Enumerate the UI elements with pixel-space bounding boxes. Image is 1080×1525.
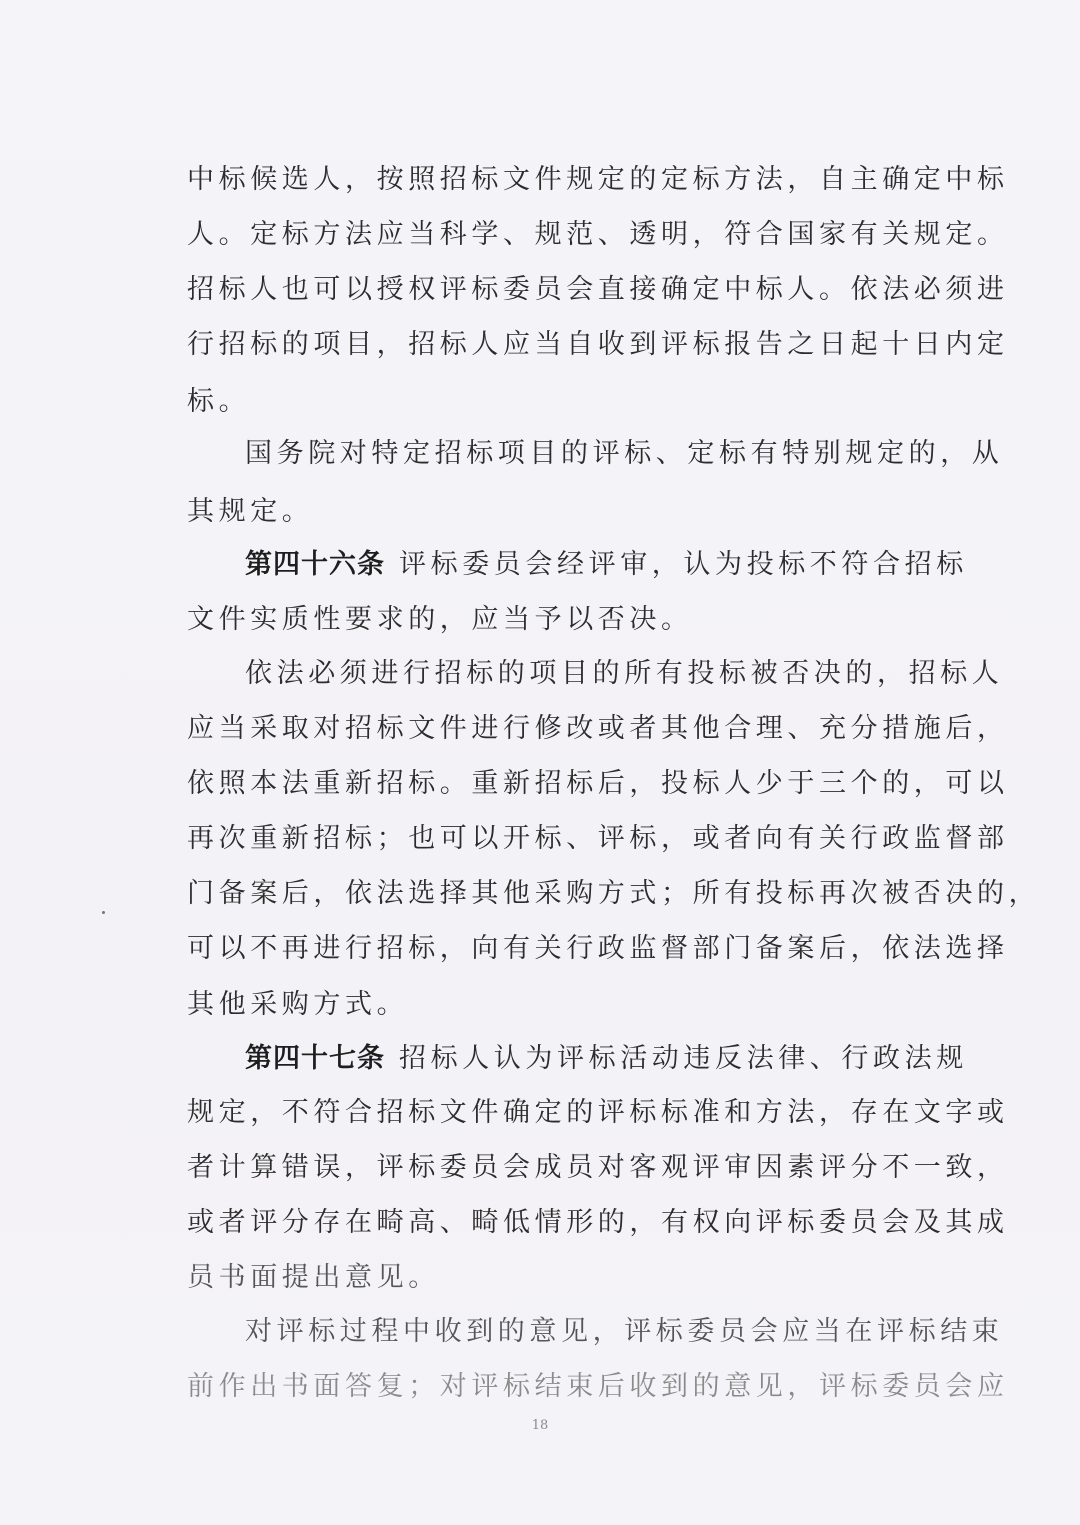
text-line: 可以不再进行招标，向有关行政监督部门备案后，依法选择: [187, 933, 1009, 964]
text-line: 者计算错误，评标委员会成员对客观评审因素评分不一致，: [187, 1152, 1009, 1183]
text-line: 标。: [187, 386, 251, 417]
text-line: 员书面提出意见。: [187, 1262, 440, 1293]
paragraph-first-line: 对评标过程中收到的意见，评标委员会应当在评标结束: [245, 1316, 1004, 1347]
text-line: 其规定。: [187, 496, 314, 527]
article-46-text: 评标委员会经评审，认为投标不符合招标: [399, 549, 968, 580]
text-line: 招标人也可以授权评标委员会直接确定中标人。依法必须进: [187, 274, 1009, 305]
text-line: 中标候选人，按照招标文件规定的定标方法，自主确定中标: [187, 164, 1009, 195]
page-number: 18: [531, 1418, 549, 1433]
text-line: 前作出书面答复；对评标结束后收到的意见，评标委员会应: [187, 1371, 1009, 1402]
text-line: 或者评分存在畸高、畸低情形的，有权向评标委员会及其成: [187, 1207, 1009, 1238]
text-line: 门备案后，依法选择其他采购方式；所有投标再次被否决的，: [187, 878, 1041, 909]
text-line: 文件实质性要求的，应当予以否决。: [187, 604, 693, 635]
text-line: 人。定标方法应当科学、规范、透明，符合国家有关规定。: [187, 219, 1009, 250]
article-46-heading-line: [245, 543, 968, 587]
text-line: 应当采取对招标文件进行修改或者其他合理、充分措施后，: [187, 713, 1009, 744]
article-46-title: 第四十六条: [245, 549, 385, 580]
text-line: 规定，不符合招标文件确定的评标标准和方法，存在文字或: [187, 1097, 1009, 1128]
text-line: 依照本法重新招标。重新招标后，投标人少于三个的，可以: [187, 768, 1009, 799]
paragraph-first-line: 国务院对特定招标项目的评标、定标有特别规定的，从: [245, 438, 1004, 469]
text-line: 其他采购方式。: [187, 989, 409, 1020]
scan-speck: [102, 911, 105, 914]
article-47-text: 招标人认为评标活动违反法律、行政法规: [399, 1043, 968, 1074]
article-47-heading-line: [245, 1037, 968, 1081]
text-line: 行招标的项目，招标人应当自收到评标报告之日起十日内定: [187, 329, 1009, 360]
text-line: 再次重新招标；也可以开标、评标，或者向有关行政监督部: [187, 823, 1009, 854]
paragraph-first-line: 依法必须进行招标的项目的所有投标被否决的，招标人: [245, 658, 1004, 689]
article-47-title: 第四十七条: [245, 1043, 385, 1074]
